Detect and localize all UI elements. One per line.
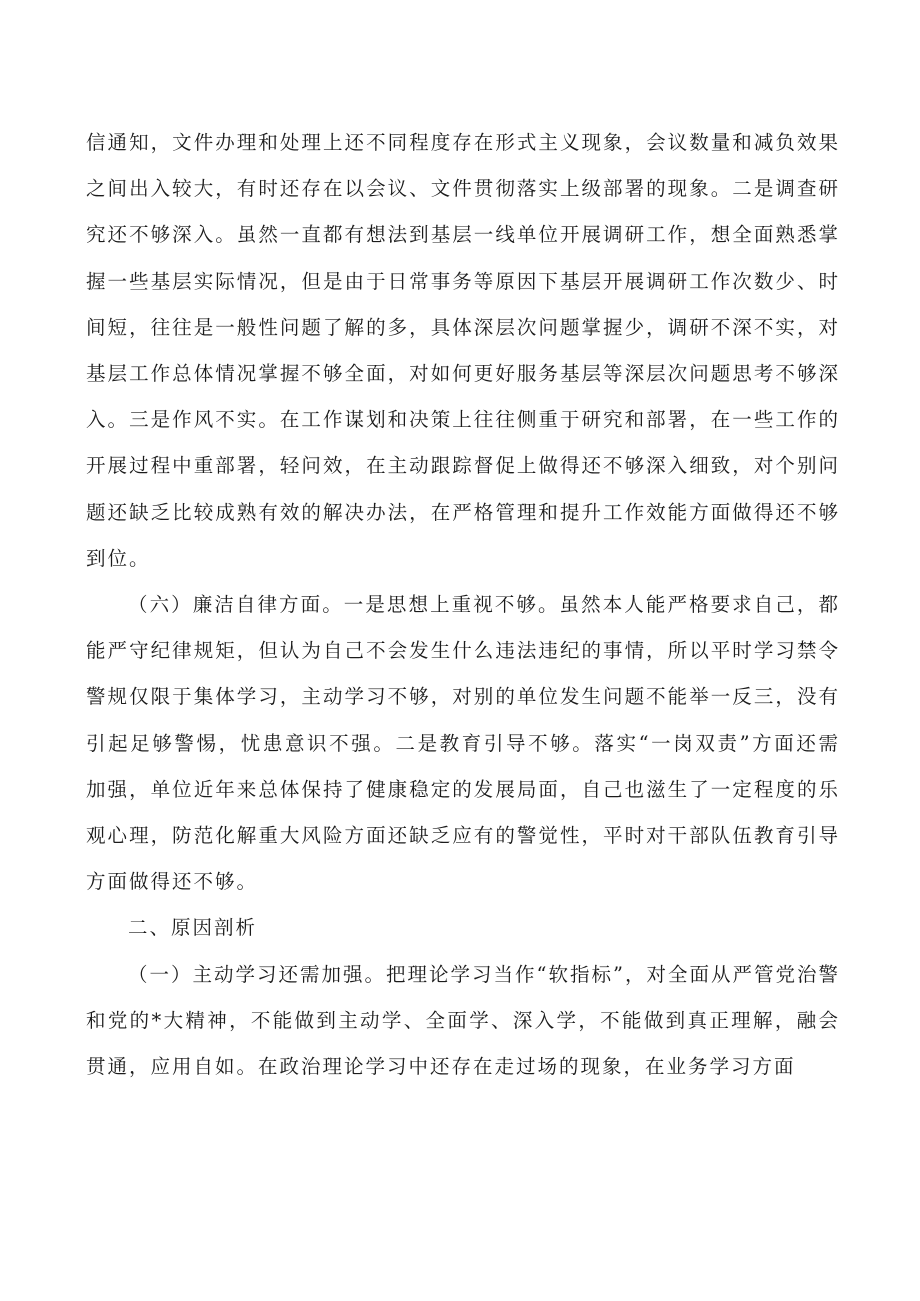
paragraph-continuation-work-style: 信通知，文件办理和处理上还不同程度存在形式主义现象，会议数量和减负效果之间出入较大，有时还存在以会议、文件贯彻落实上级部署的现象。二是调查研究还不够深入。虽然一直都有想法到基层一线单位开展调研工作，想全面熟悉掌握一些基层实际情况，但是由于日常事务等原因下基层开展调研工作次数少、时间短，往往是一般性问题了解的多，具体深层次问题掌握少，调研不深不实，对基层工作总体情况掌握不够全面，对如何更好服务基层等深层次问题思考不够深入。三是作风不实。在工作谋划和决策上往往侧重于研究和部署，在一些工作的开展过程中重部署，轻问效，在主动跟踪督促上做得还不够深入细致，对个别问题还缺乏比较成熟有效的解决办法，在严格管理和提升工作效能方面做得还不够到位。 [86, 131, 840, 570]
paragraph-active-learning: （一）主动学习还需加强。把理论学习当作“软指标”，对全面从严管党治警和党的*大精神，不能做到主动学、全面学、深入学，不能做到真正理解，融会贯通，应用自如。在政治理论学习中还存在走过场的现象，在业务学习方面 [86, 962, 840, 1079]
document-body [86, 120, 840, 1090]
section-heading-cause-analysis: 二、原因剖析 [128, 916, 258, 940]
paragraph-integrity-self-discipline: （六）廉洁自律方面。一是思想上重视不够。虽然本人能严格要求自己，都能严守纪律规矩，但认为自己不会发生什么违法违纪的事情，所以平时学习禁令警规仅限于集体学习，主动学习不够，对别的单位发生问题不能举一反三，没有引起足够警惕，忧患意识不强。二是教育引导不够。落实“一岗双责”方面还需加强，单位近年来总体保持了健康稳定的发展局面，自己也滋生了一定程度的乐观心理，防范化解重大风险方面还缺乏应有的警觉性，平时对干部队伍教育引导方面做得还不够。 [86, 593, 840, 894]
